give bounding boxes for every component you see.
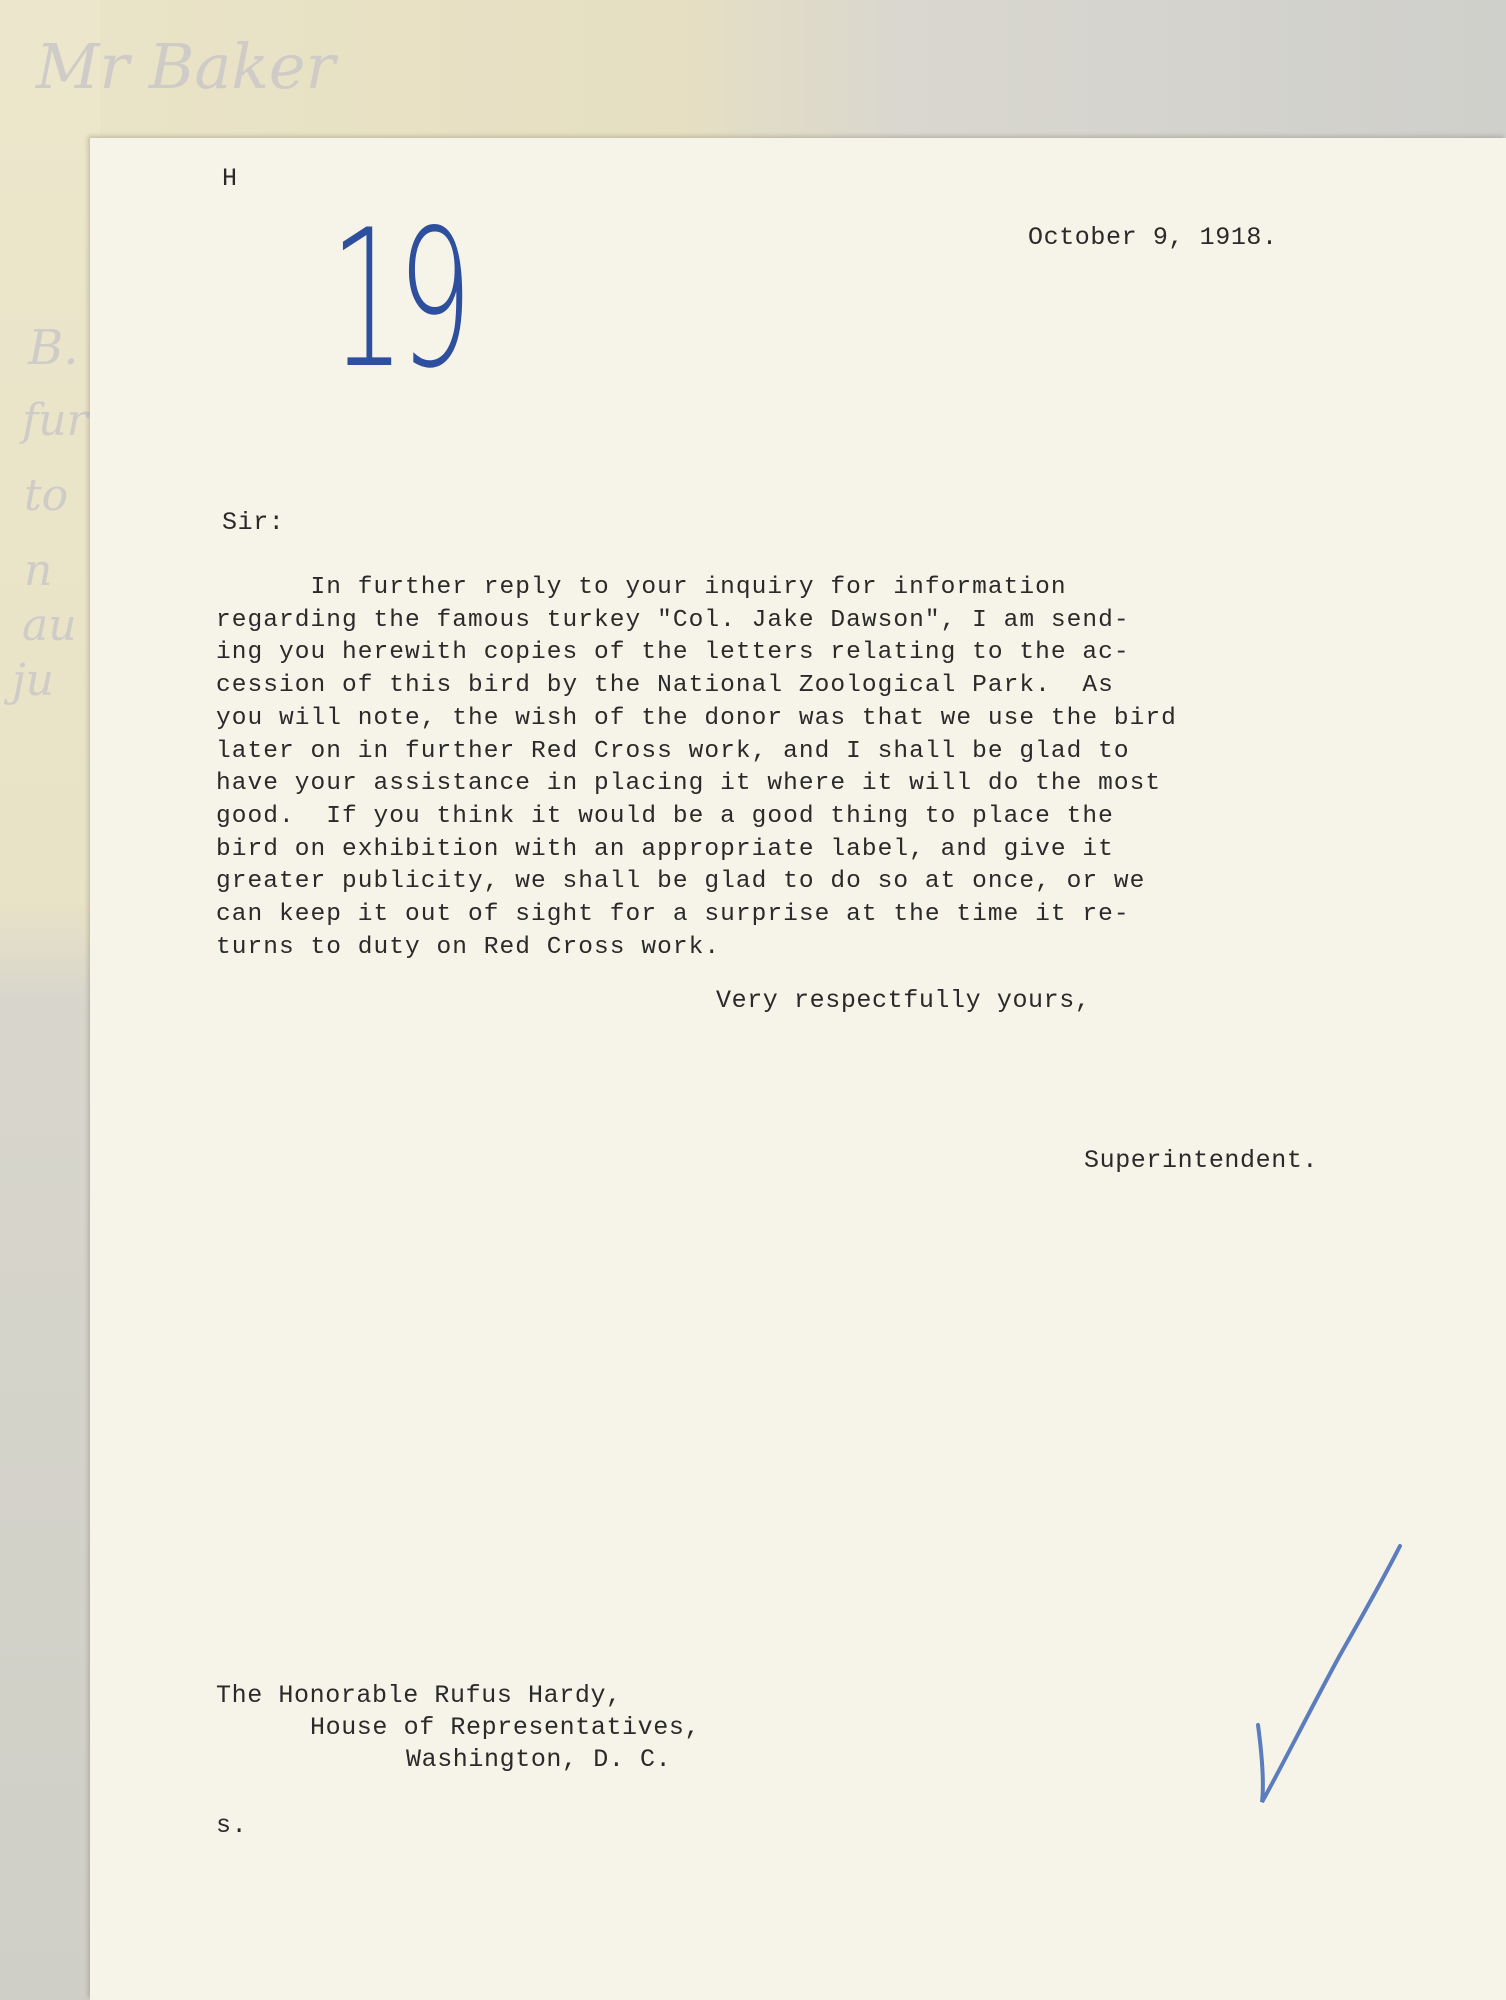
signature-title: Superintendent. <box>1084 1146 1319 1175</box>
file-mark: H <box>222 164 238 193</box>
body-line: turns to duty on Red Cross work. <box>216 933 721 961</box>
checkmark-icon <box>1240 1540 1420 1820</box>
body-line: bird on exhibition with an appropriate label, and give it <box>216 835 1114 863</box>
body-line: greater publicity, we shall be glad to do so at once, or we <box>216 868 1146 896</box>
body-line: regarding the famous turkey "Col. Jake Dawson", I am send- <box>216 606 1130 634</box>
letter-body <box>216 572 1177 964</box>
body-line: cession of this bird by the National Zoological Park. As <box>216 672 1114 700</box>
underlying-sheet-left <box>0 0 100 2000</box>
margin-mark: n <box>24 545 53 596</box>
closing: Very respectfully yours, <box>716 986 1091 1015</box>
addressee-line-3: Washington, D. C. <box>406 1745 672 1774</box>
margin-mark: ju <box>12 655 54 706</box>
body-line: In further reply to your inquiry for information <box>216 574 1067 601</box>
file-number: 19 <box>330 189 466 410</box>
handwritten-name: Mr Baker <box>36 30 336 103</box>
margin-mark: fur <box>22 395 88 446</box>
letter-date: October 9, 1918. <box>1028 223 1278 252</box>
margin-mark: to <box>24 470 69 521</box>
body-line: you will note, the wish of the donor was that we use the bird <box>216 704 1177 732</box>
addressee-line-1: The Honorable Rufus Hardy, <box>216 1681 622 1710</box>
margin-mark: B. <box>28 320 79 376</box>
body-line: later on in further Red Cross work, and I shall be glad to <box>216 737 1130 765</box>
body-line: can keep it out of sight for a surprise at the time it re- <box>216 901 1130 929</box>
addressee-line-2: House of Representatives, <box>310 1713 701 1742</box>
typist-initial: s. <box>216 1811 248 1840</box>
body-line: good. If you think it would be a good thing to place the <box>216 802 1114 830</box>
body-line: ing you herewith copies of the letters relating to the ac- <box>216 639 1130 667</box>
body-line: have your assistance in placing it where it will do the most <box>216 770 1162 798</box>
margin-mark: au <box>22 600 77 651</box>
salutation: Sir: <box>222 508 285 537</box>
